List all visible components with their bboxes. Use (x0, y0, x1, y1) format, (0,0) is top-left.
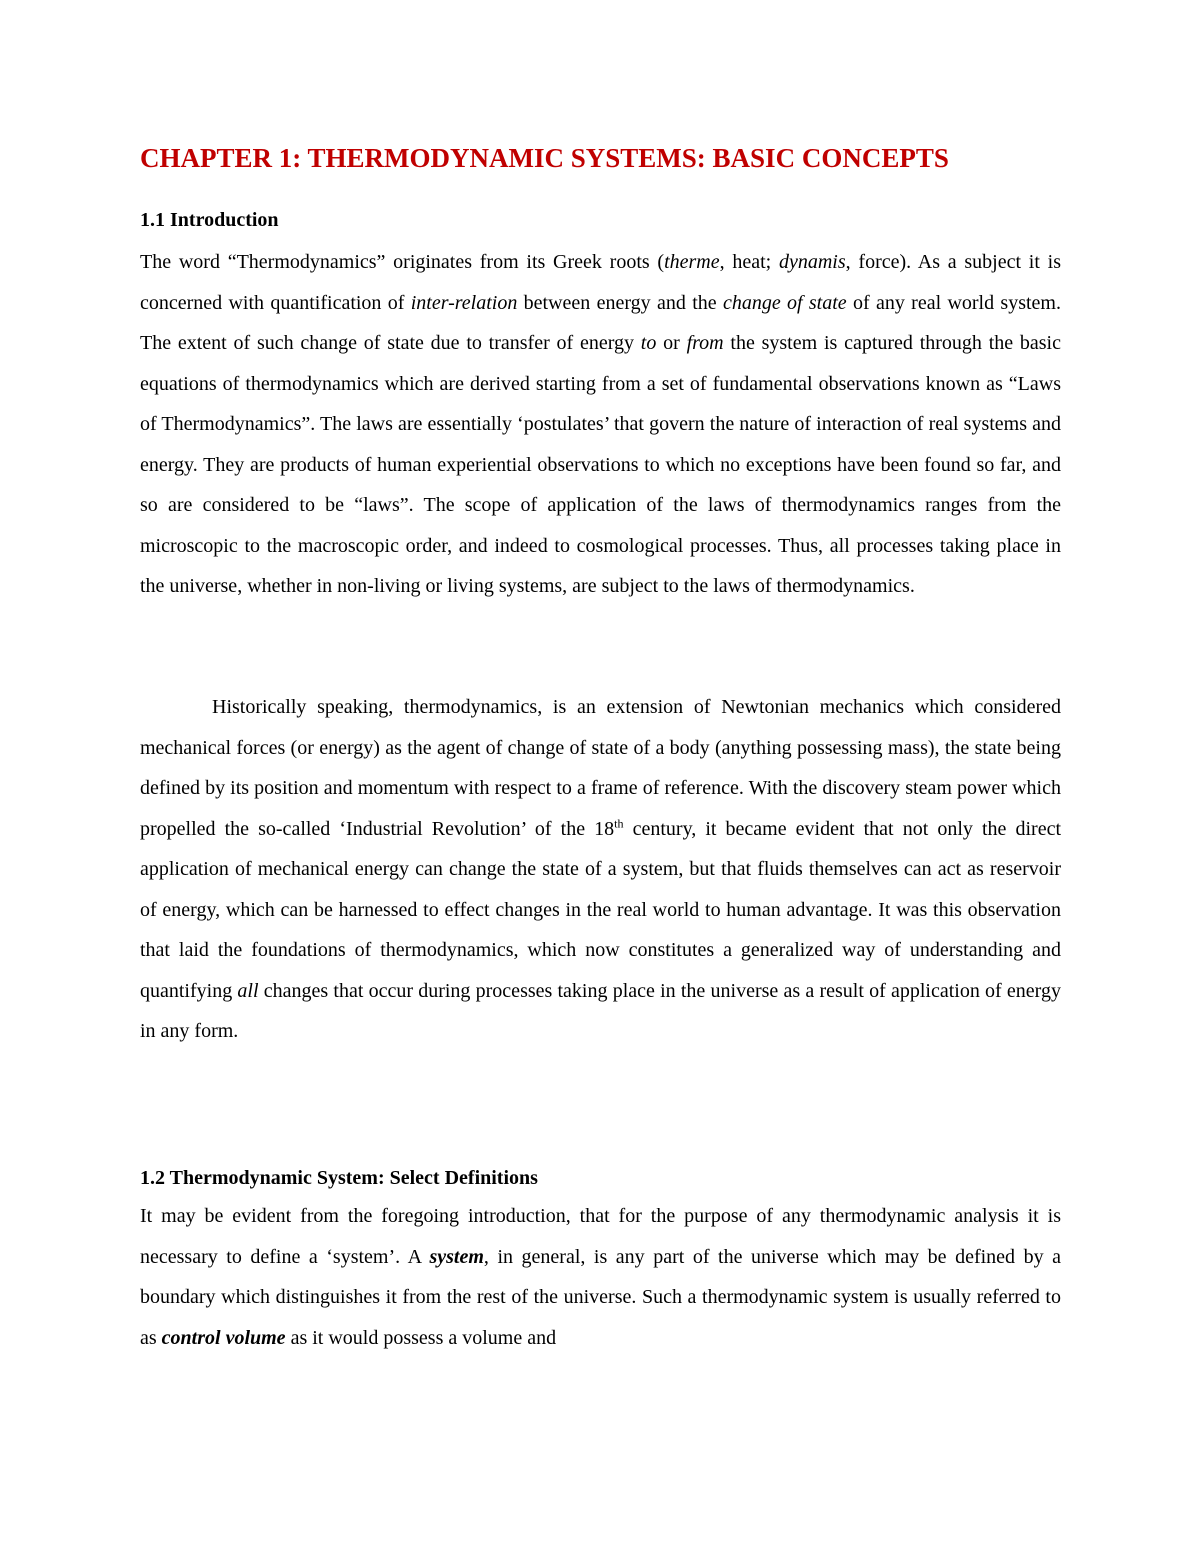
intro-paragraph-2 (140, 687, 1061, 1052)
italic-term: to (640, 332, 657, 354)
text-run: century, it became evident that not only the direct application of mechanical energy can change the state of a system, but that fluids themselves can act as reservoir of energy, which can be harnessed to effect changes in the real world to human advantage. It was this observation that laid the foundations of thermodynamics, which now constitutes a generalized way of understanding and quantifying (140, 817, 1061, 1002)
intro-paragraph-1 (140, 242, 1061, 607)
text-run: Historically speaking, thermodynamics, is an extension of Newtonian mechanics which considered mechanical forces (or energy) as the agent of change of state of a body (anything possessing mass), the state being defined by its position and momentum with respect to a frame of reference. With the discovery steam power which propelled the so-called ‘Industrial Revolution’ of the 18 (140, 696, 1061, 840)
text-run: the system is captured through the basic equations of thermodynamics which are derived starting from a set of fundamental observations known as “Laws of Thermodynamics”. The laws are essentially ‘postulates’ that govern the nature of interaction of real systems and energy. They are products of human experiential observations to which no exceptions have been found so far, and so are considered to be “laws”. The scope of application of the laws of thermodynamics ranges from the microscopic to the macroscopic order, and indeed to cosmological processes. Thus, all processes taking place in the universe, whether in non-living or living systems, are subject to the laws of thermodynamics. (140, 332, 1061, 597)
definitions-paragraph-1 (140, 1196, 1061, 1358)
text-run: It may be evident from the foregoing introduction, that for the purpose of any thermodynamic analysis it is necessary to define a ‘system’. A (140, 1205, 1061, 1268)
text-run: , heat; (719, 251, 779, 273)
text-run: or (656, 332, 687, 354)
section-heading-introduction: 1.1 Introduction (140, 209, 279, 231)
text-run: , force). As a subject it is concerned with quantification of (140, 251, 1061, 314)
text-run: as it would possess a volume and (285, 1326, 557, 1349)
text-run: of any real world system. The extent of such change of state due to transfer of energy (140, 291, 1061, 354)
section-heading-definitions: 1.2 Thermodynamic System: Select Definitions (140, 1167, 538, 1189)
italic-term: all (237, 979, 259, 1002)
italic-term: change of state (722, 291, 847, 314)
text-run: , in general, is any part of the universe which may be defined by a boundary which distinguishes it from the rest of the universe. Such a thermodynamic system is usually referred to as (140, 1245, 1061, 1349)
italic-term: dynamis (778, 251, 846, 273)
text-run: between energy and the (517, 291, 723, 314)
text-run: changes that occur during processes taking place in the universe as a result of application of energy in any form. (140, 979, 1061, 1042)
italic-term: inter-relation (410, 291, 518, 314)
italic-term: therme (664, 251, 720, 273)
bold-italic-term: system (429, 1245, 484, 1268)
chapter-title: CHAPTER 1: THERMODYNAMIC SYSTEMS: BASIC CONCEPTS (140, 143, 949, 173)
text-run: The word “Thermodynamics” originates from its Greek roots ( (140, 251, 665, 273)
bold-italic-term: control volume (161, 1326, 286, 1349)
superscript: th (614, 815, 624, 830)
italic-term: from (686, 332, 724, 354)
